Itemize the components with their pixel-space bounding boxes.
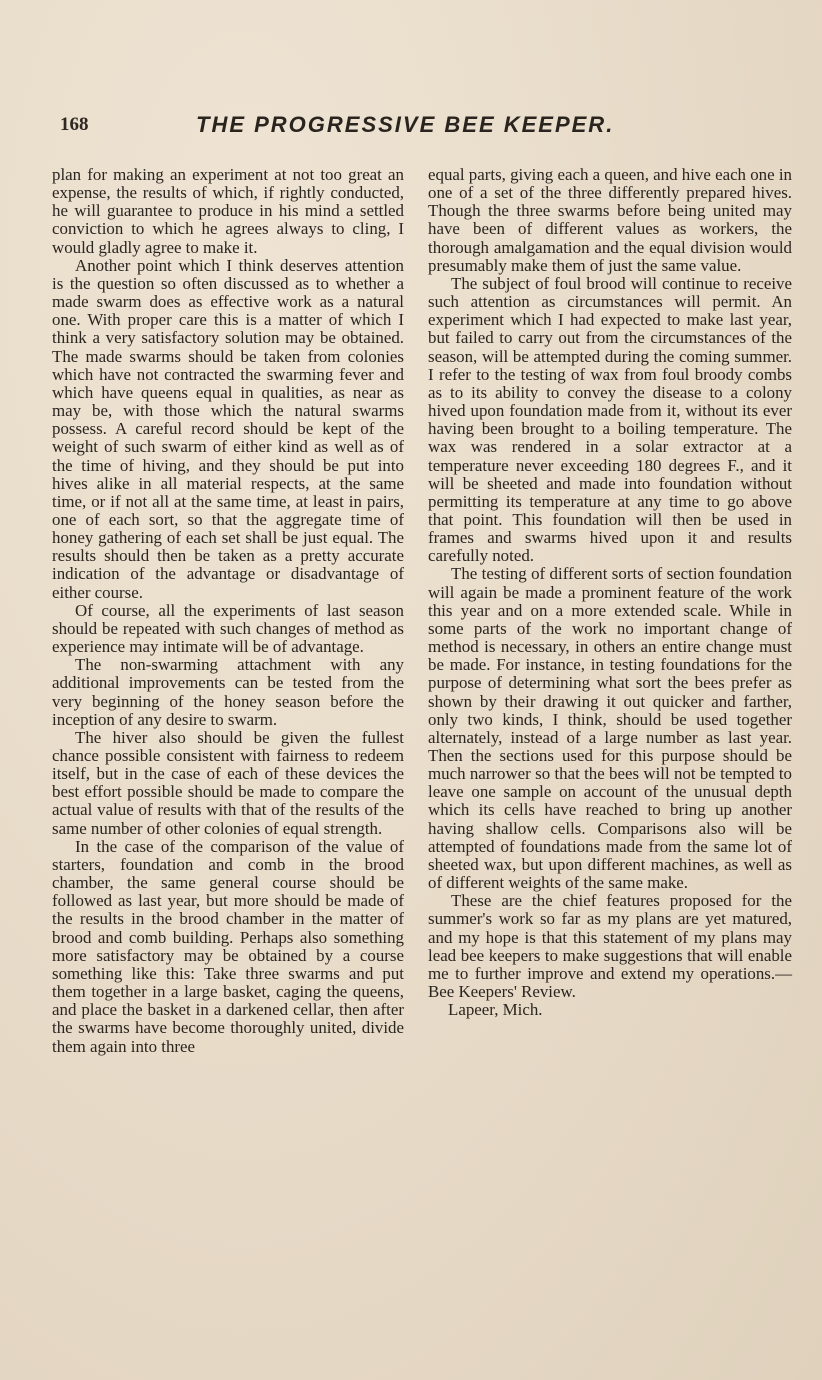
paragraph: Another point which I think deserves attention is the question so often discussed as to whether a made swarm does as effective work as a natural one. With proper care this is a matter of which I think a very satisfactory solution may be obtained. The made swarms should be taken from colonies which have not contracted the swarming fever and which have queens equal in qualities, as near as may be, with those which the natural swarms possess. A careful record should be kept of the weight of such swarm of either kind as well as of the time of hiving, and they should be put into hives alike in all material respects, at the same time, or if not all at the same time, at least in pairs, one of each sort, so that the aggregate time of honey gathering of each set shall be just equal. The results should then be taken as a pretty accurate indication of the advantage or disadvantage of either course. <box>52 255 404 602</box>
dateline: Lapeer, Mich. <box>448 1000 543 1020</box>
paragraph: equal parts, giving each a queen, and hive each one in one of a set of the three differently prepared hives. Though the three swarms before being united may have been of different values as workers, the thorough amalgamation and the equal division would presumably make them of just the same value. <box>428 165 792 275</box>
paragraph: The hiver also should be given the fullest chance possible consistent with fairness to redeem itself, but in the case of each of these devices the best effort possible should be made to compare the actual value of results with that of the results of the same number of other colonies of equal strength. <box>52 727 404 838</box>
left-column <box>52 166 404 1056</box>
paragraph: The testing of different sorts of section foundation will again be made a prominent feature of the work this year and on a more extended scale. While in some parts of the work no important change of method is necessary, in others an entire change must be made. For instance, in testing foundations for the purpose of determining what sort the bees prefer as shown by their drawing it out quicker and farther, only two kinds, I think, should be used together alternately, instead of a large number as last year. Then the sections used for this purpose should be much narrower so that the bees will not be tempted to leave one sample on account of the unusual depth which its cells have reached to bring up another having shallow cells. Comparisons also will be attempted of foundations made from the same lot of sheeted wax, but upon different machines, as well as of different weights of the same make. <box>428 564 792 893</box>
paragraph: Of course, all the experiments of last season should be repeated with such changes of method as experience may intimate will be of advantage. <box>52 600 404 657</box>
paragraph: In the case of the comparison of the value of starters, foundation and comb in the brood chamber, the same general course should be followed as last year, but more should be made of the results in the brood chamber in the matter of brood and comb building. Perhaps also something more satisfactory may be obtained by a course something like this: Take three swarms and put them together in a large basket, caging the queens, and place the basket in a darkened cellar, then after the swarms have become thoroughly united, divide them again into three <box>52 836 404 1056</box>
paragraph: The subject of foul brood will continue to receive such attention as circumstances will permit. An experiment which I had expected to make last year, but failed to carry out from the circumstances of the season, will be attempted during the coming summer. I refer to the testing of wax from foul broody combs as to its ability to convey the disease to a colony hived upon foundation made from it, without its ever having been brought to a boiling temperature. The wax was rendered in a solar extractor at a temperature never exceeding 180 degrees F., and it will be sheeted and made into foundation without permitting its temperature at any time to go above that point. This foundation will then be used in frames and swarms hived upon it and results carefully noted. <box>428 273 792 566</box>
right-column <box>428 166 792 1019</box>
page-number: 168 <box>60 114 89 135</box>
paragraph: The non-swarming attachment with any additional improvements can be tested from the very beginning of the honey season before the inception of any desire to swarm. <box>52 655 404 729</box>
paragraph: These are the chief features proposed for the summer's work so far as my plans are yet matured, and my hope is that this statement of my plans may lead bee keepers to make suggestions that will enable me to further improve and extend my operations.—Bee Keepers' Review. <box>428 891 792 1002</box>
running-head-title: THE PROGRESSIVE BEE KEEPER. <box>196 112 615 137</box>
paragraph: plan for making an experiment at not too great an expense, the results of which, if rightly conducted, he will guarantee to produce in his mind a settled conviction to which he agrees always to cling, I would gladly agree to make it. <box>52 165 404 257</box>
